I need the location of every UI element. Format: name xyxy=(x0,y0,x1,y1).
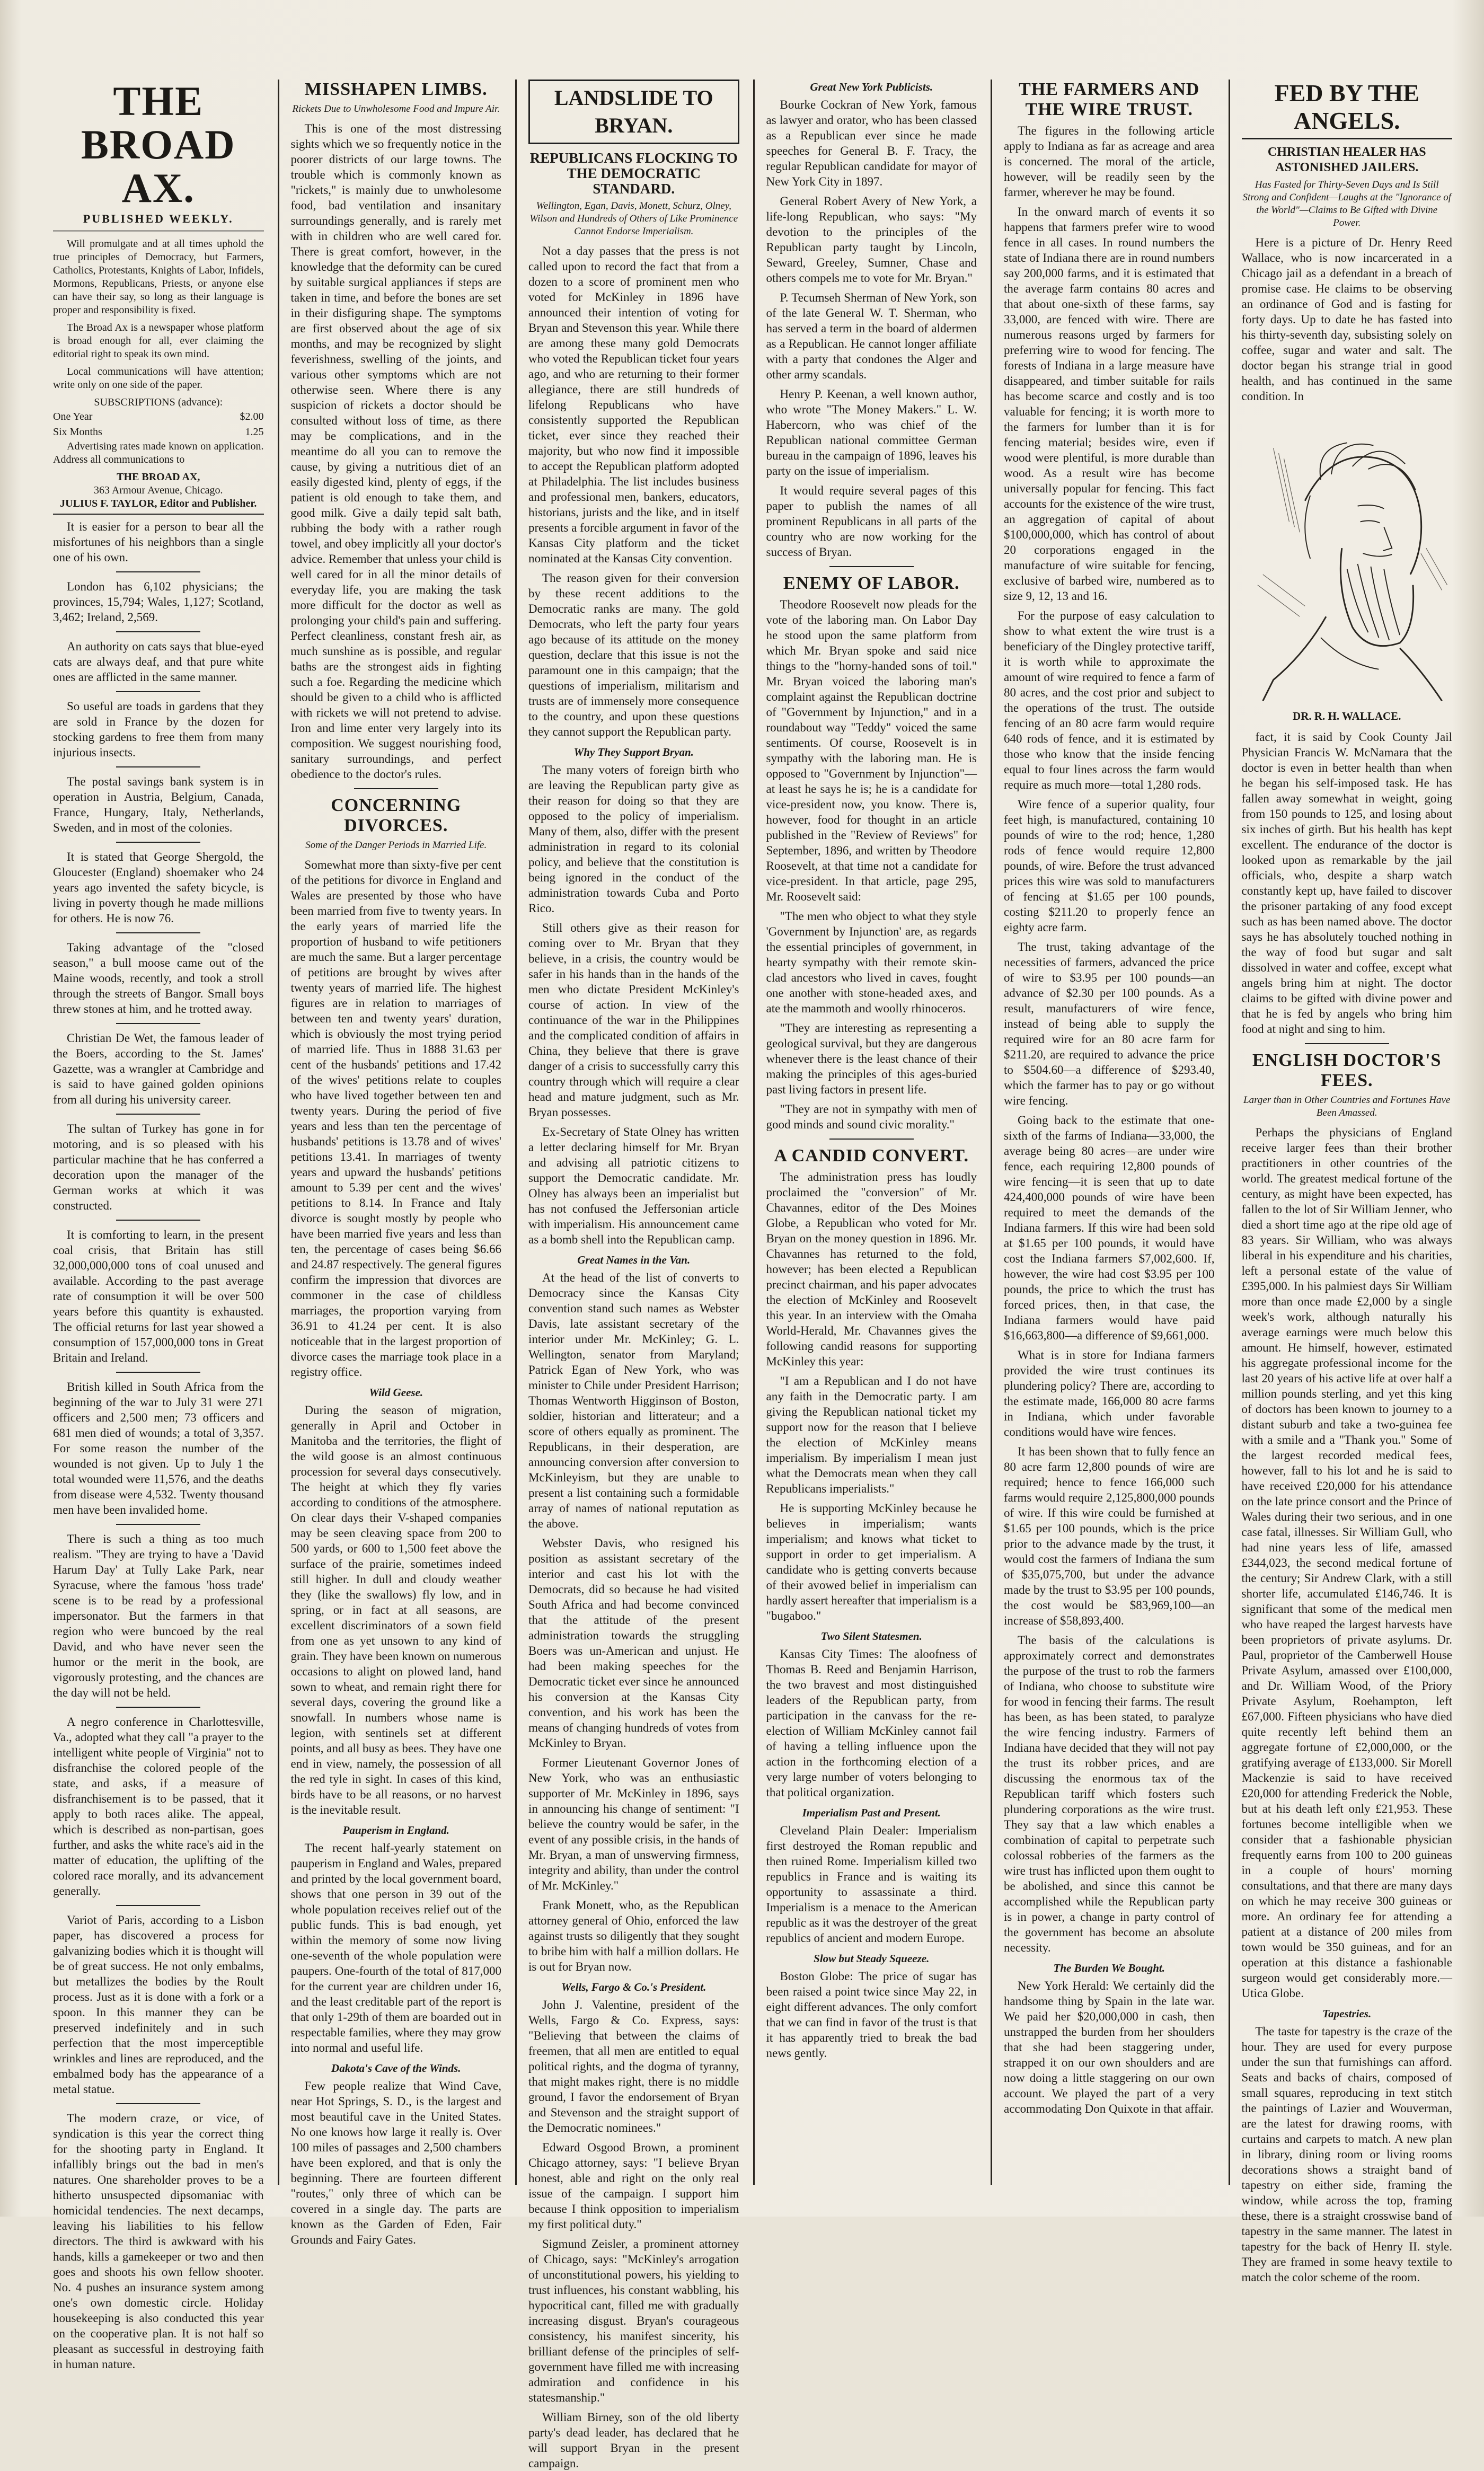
paragraph: Still others give as their reason for coming over to Mr. Bryan that they believe, in a crisis, the country would be safer in his hands than in the hands of the men who dictate President McKinley's course of action. In view of the continuance of the war in the Philippines and the complicated condition of affairs in China, they believe that there is grave danger of a crisis to successfully carry this country through which will require a clear head and mature judgment, such as Mr. Bryan possesses. xyxy=(528,921,739,1119)
paragraph: Ex-Secretary of State Olney has written a letter declaring himself for Mr. Bryan and advising all patriotic citizens to support the Democratic candidate. Mr. Olney has always been an imperialist but has not confused the Jeffersonian article with imperialism. His announcement came as a bomb shell into the Republican camp. xyxy=(528,1125,739,1246)
paragraph: Going back to the estimate that one-sixth of the farms of Indiana—33,000, the average being 80 acres—are under wire fence, each requiring 12,800 pounds of wire fencing—it is seen that up to date 424,400,000 pounds of wire have been required to meet the demands of the Indiana farmers. If this wire had been sold at $1.65 per 100 pounds, it would have cost the Indiana farmers $7,002,600. If, however, the wire had cost $3.95 per 100 pounds, the price to which the trust has forced prices, then, in that case, the Indiana farmers would have paid $16,663,800—a difference of $9,661,000. xyxy=(1004,1114,1215,1342)
subhead-tapestries: Tapestries. xyxy=(1322,2007,1372,2020)
column-5 xyxy=(991,80,1215,2185)
paragraph: The figures in the following article apply to Indiana as far as acreage and area is concerned. The moral of the article, however, will be readily seen by the farmer, wherever he may be found. xyxy=(1004,124,1215,199)
paragraph: The taste for tapestry is the craze of the hour. They are used for every purpose under the sun that furnishings can afford. Seats and backs of chairs, composed of small squares, reproducing in text stitch the paintings of Lazier and Wouverman, are the latest for drawing rooms, with curtains and carpets to match. A new plan in library, dining room or living rooms decorations shows a straight band of tapestry on either side, framing the window, while across the top, framing these, there is a straight crosswise band of tapestry in the same manner. The latest in tapestry for the back of Henry II. style. They are framed in some heavy textile to match the color scheme of the room. xyxy=(1241,2025,1452,2284)
item: There is such a thing as too much realism. "They are trying to have a 'David Harum Day' at Tully Lake Park, near Syracuse, where the famous 'hoss trade' scene is to be read by a professional impersonator. But the farmers in that region who were buncoed by the real David, and who have never seen the humor or the merit in the book, are vigorously protesting, and the chances are the day will not be held. xyxy=(53,1532,264,1699)
paragraph: For the purpose of easy calculation to show to what extent the wire trust is a beneficiary of the Dingley protective tariff, it is worth while to approximate the amount of wire required to fence a farm of 80 acres, and the cost prior and subject to the operations of the trust. The outside fencing of an 80 acre farm would require 640 rods of fence, and it is estimated by those who know that the inside fencing equal to four lines across the farm would require as much more—total 1,280 rods. xyxy=(1004,609,1215,791)
column-4 xyxy=(753,80,977,2185)
headline-divorces: CONCERNING DIVORCES. xyxy=(331,796,462,835)
price-row-year xyxy=(53,409,264,425)
deck: Some of the Danger Periods in Married Life. xyxy=(305,840,487,851)
item: Taking advantage of the "closed season," a bull moose came out of the Maine woods, recently, and took a stroll through the streets of Bangor. Small boys threw stones at him, and he trotted away. xyxy=(53,941,264,1016)
paragraph: This is one of the most distressing sights which we so frequently notice in the poorer districts of our large towns. The trouble which is commonly known as "rickets," is mainly due to unwholesome food, bad ventilation and insanitary surroundings generally, and is rarely met with in children who are well cared for. There is great comfort, however, in the knowledge that the deformity can be cured by suitable surgical appliances if steps are taken in time, and before the bones are set in their disfiguring shape. The symptoms are first observed about the age of six months, and may be recognized by slight feverishness, swelling of the joints, and various other symptoms which are not otherwise seen. Where there is any suspicion of rickets a doctor should be consulted without loss of time, as there may be complications, and in the meantime do all you can to remove the cause, by giving a nutritious diet of an easily digested kind, plenty of eggs, if the patient is old enough to take them, and good milk. Give a daily tepid salt bath, rubbing the body with a rather rough towel, and obey implicitly all your doctor's advice. Remember that unless your child is well cared for in all the minor details of everyday life, you are making the task more difficult for the doctor as well as prolonging your child's pain and suffering. Perfect cleanliness, constant fresh air, as much sunshine as is possible, and regular baths are the strongest aids in fighting such a foe. Regarding the medicine which should be given to a child who is afflicted with rickets we will not pretend to advise. Iron and lime enter very largely into its composition. We suggest nourishing food, sanitary surroundings, and perfect obedience to the doctor's rules. xyxy=(290,122,501,781)
subhead: Imperialism Past and Present. xyxy=(802,1806,941,1819)
paragraph: Perhaps the physicians of England receive larger fees than their brother practitioners in other countries of the world. The greatest medical fortune of the century, as might have been expected, has fallen to the lot of Sir William Jenner, who died a short time ago at the ripe old age of 83 years. Sir William, who was always liberal in his expenditure and his charities, left a personal estate of the value of £395,000. In his palmiest days Sir William more than once made £2,000 by a single week's work, although naturally his average earnings were much below this amount. He himself, however, estimated his aggregate professional income for the last 20 years of his active life at over half a million pounds sterling, and yet this king of doctors has been known to journey to a distant suburb and take a two-guinea fee with a smile and a "Thank you." Some of the largest recorded medical fees, however, fall to his lot and he is said to have received £20,000 for his attendance on the late prince consort and the Prince of Wales during their two serious, and in one case fatal, illnesses. Sir William Gull, who had nine years less of life, amassed £344,023, the second medical fortune of the century; Sir Andrew Clark, with a still shorter life, accumulated £146,746. It is significant that some of the medical men who have reaped the largest harvests have been proprietors of private asylums. Dr. Paul, proprietor of the Camberwell House Private Asylum, amassed over £100,000, and Dr. William Wood, of the Priory Private Asylum, Roehampton, left £67,000. Fifteen physicians who have died quite recently left behind them an aggregate fortune of £2,000,000, or the gratifying average of £133,000. Sir Morell Mackenzie is said to have received £20,000 for attending Frederick the Noble, but at his death left only £21,953. These fortunes become intelligible when we consider that a fashionable physician frequently earns from 100 to 200 guineas in a couple of hours' morning consultations, and that there are many days on which he may receive 300 guineas or more. An ordinary fee for attending a patient at a distance of 200 miles from town would be 350 guineas, and for an operation at this distance a fashionable surgeon would get considerably more.—Utica Globe. xyxy=(1241,1126,1452,2000)
paragraph: Boston Globe: The price of sugar has been raised a point twice since May 22, in eight different advances. The only comfort that we can find in favor of the trust is that it has apparently tried to break the bad news gently. xyxy=(766,1970,977,2060)
banner-landslide: LANDSLIDE TO BRYAN. xyxy=(554,86,713,137)
paragraph: William Birney, son of the old liberty party's dead leader, has declared that he will support Bryan in the present campaign. xyxy=(528,2411,739,2470)
paragraph: It has been shown that to fully fence an 80 acre farm 12,800 pounds of wire are required; hence to fence 166,000 such farms would require 2,125,800,000 pounds of wire. If this wire could be furnished at $1.65 per 100 pounds, which is the price prior to the advance made by the trust, it would cost the farmers of Indiana the sum of $35,075,700, but under the advance made by the trust to $3.95 per 100 pounds, the cost would be $83,969,100—an increase of $58,893,400. xyxy=(1004,1445,1215,1627)
paragraph: Former Lieutenant Governor Jones of New York, who was an enthusiastic supporter of Mr. McKinley in 1896, says in announcing his change of sentiment: "I believe the country would be safer, in the event of any possible crisis, in the hands of Mr. Bryan, a man of unswerving firmness, integrity and ability, than under the control of Mr. McKinley." xyxy=(528,1756,739,1892)
one-year-label: One Year xyxy=(53,411,93,422)
paragraph: Webster Davis, who resigned his position as assistant secretary of the interior and cast his lot with the Democrats, did so because he had visited South Africa and had become convinced that the attitude of the present administration towards the struggling Boers was un-American and unjust. He had been making speeches for the Democratic ticket ever since he announced his conversion at the Kansas City convention, and his work has been the means of changing hundreds of votes from McKinley to Bryan. xyxy=(528,1537,739,1750)
paragraph: The administration press has loudly proclaimed the "conversion" of Mr. Chavannes, editor of the Des Moines Globe, a Republican who voted for Mr. Bryan on the money question in 1896. Mr. Chavannes has returned to the fold, however; has been elected a Republican precinct chairman, and his paper advocates the election of McKinley and Roosevelt this year. In an interview with the Omaha World-Herald, Mr. Chavannes gives the following candid reasons for supporting McKinley this year: xyxy=(766,1170,977,1368)
paragraph: Theodore Roosevelt now pleads for the vote of the laboring man. On Labor Day he stood upon the same platform from which Mr. Bryan spoke and said nice things to the "horny-handed sons of toil." Mr. Bryan voiced the laboring man's complaint against the Republican doctrine of "Government by Injunction," and in a roundabout way "Teddy" voiced the same sentiments. Of course, Roosevelt is in sympathy with the laboring man. He is opposed to "Government by Injunction"—at least he says he is; he is a candidate for vice-president now, you know. There is, however, food for thought in an article published in the "Review of Reviews" for September, 1896, and written by Theodore Roosevelt, at that time not a candidate for vice-president. In that article, page 295, Mr. Roosevelt said: xyxy=(766,598,977,903)
paragraph: Here is a picture of Dr. Henry Reed Wallace, who is now incarcerated in a Chicago jail as a defendant in a breach of promise case. He claims to be observing an ordinance of God and is fasting for forty days. Up to date he has fasted into his thirty-seventh day, subsisting solely on coffee, sugar and water and salt. The doctor began his strange trial in good health, and has continued in the same condition. In xyxy=(1241,236,1452,403)
paragraph: "The men who object to what they style 'Government by Injunction' are, as regards the essential principles of government, in hearty sympathy with their remote skin-clad ancestors who lived in caves, fought one another with stone-headed axes, and ate the mammoth and woolly rhinoceros. xyxy=(766,910,977,1015)
intro-2: The Broad Ax is a newspaper whose platform is broad enough for all, ever claiming the editorial right to speak its own mind. xyxy=(53,322,264,360)
subhead-pauperism: Pauperism in England. xyxy=(342,1824,449,1837)
headline-fed-by-angels: FED BY THE ANGELS. xyxy=(1242,80,1453,139)
subhead: Wells, Fargo & Co.'s President. xyxy=(561,1981,706,1993)
paragraph: Somewhat more than sixty-five per cent of the petitions for divorce in England and Wales are presented by those who have been married from five to twenty years. In the early years of married life the proportion of husband to wife petitioners are much the same. But a larger percentage of petitions are brought by wives after twenty years of married life. The highest figures are in relation to marriages of between ten and twenty years' duration, which is obviously the most trying period of married life. Thus in 1888 31.63 per cent of the husbands' petitions and 17.42 of the wives' petitions relate to couples who have lived together between ten and twenty years. During the period of five years and less than ten the percentage of husbands' petitions is 13.78 and of wives' petitions 13.41. In marriages of twenty years and upward the husbands' petitions amount to 5.39 per cent and the wives' petitions to 8.14. In France and Italy divorce is sought mostly by people who have been married five years and less than ten, the percentage of cases being $6.66 and 24.87 respectively. The general figures confirm the impression that divorces are commoner in the case of childless marriages, the proportion varying from 36.91 to 41.24 per cent. It is also noticeable that in the largest proportion of divorce cases the marriage took place in a registry office. xyxy=(290,858,501,1379)
paragraph: Cleveland Plain Dealer: Imperialism first destroyed the Roman republic and then ruined Rome. Imperialism killed two republics in France and is waiting its opportunity to assassinate a third. Imperialism is a menace to the American republic as it was the destroyer of the great republics of ancient and modern Europe. xyxy=(766,1824,977,1945)
intro: Will promulgate and at all times uphold the true principles of Democracy, but Farmers, Catholics, Protestants, Knights of Labor, Infidels, Mormons, Republicans, Priests, or anyone else can have their say, so long as their language is proper and responsibility is fixed. xyxy=(53,238,264,316)
deck: Rickets Due to Unwholesome Food and Impure Air. xyxy=(292,103,500,114)
portrait-caption: DR. R. H. WALLACE. xyxy=(1293,710,1401,722)
paragraph: John J. Valentine, president of the Wells, Fargo & Co. Express, says: "Believing that between the claims of freemen, that all men are entitled to equal political rights, and the dogma of tyranny, that might makes right, there is no middle ground, I favor the endorsement of Bryan and Stevenson and the straight support of the Democratic nominees." xyxy=(528,1998,739,2134)
six-months-label: Six Months xyxy=(53,426,102,438)
paragraph: The trust, taking advantage of the necessities of farmers, advanced the price of wire to $3.95 per 100 pounds—an advance of $2.30 per 100 pounds. As a result, manufacturers of wire fence, instead of being able to supply the required wire for an 80 acre farm for $211.20, are required to advance the price to $504.60—a difference of $293.40, which the farmer has to pay or go without wire fencing. xyxy=(1004,940,1215,1107)
column-2 xyxy=(278,80,502,2246)
headline-republicans: REPUBLICANS FLOCKING TO THE DEMOCRATIC STANDARD. xyxy=(529,150,738,197)
item: So useful are toads in gardens that they are sold in France by the dozen for stocking gardens to free them from many injurious insects. xyxy=(53,700,264,759)
paragraph: Kansas City Times: The aloofness of Thomas B. Reed and Benjamin Harrison, the two bravest and most distinguished leaders of the Republican party, from participation in the canvass for the re-election of William McKinley cannot fail of having a telling influence upon the action in the forthcoming election of a very large number of voters belonging to that political organization. xyxy=(766,1647,977,1799)
paragraph: The recent half-yearly statement on pauperism in England and Wales, prepared and printed by the local government board, shows that one person in 39 out of the whole population receives relief out of the public funds. This is bad enough, yet within the memory of some now living one-seventh of the whole population were paupers. One-fourth of the total of 817,000 for the current year are children under 16, and the least creditable part of the report is that only 1-29th of them are boarded out in respectable families, where they may grow into normal and useful life. xyxy=(290,1841,501,2054)
address-name: THE BROAD AX, xyxy=(117,471,200,483)
paragraph: Edward Osgood Brown, a prominent Chicago attorney, says: "I believe Bryan honest, able and right on the only real issue of the campaign. I support him because I think opposition to imperialism my first political duty." xyxy=(528,2141,739,2231)
paragraph: At the head of the list of converts to Democracy since the Kansas City convention stand such names as Webster Davis, late assistant secretary of the interior under Mr. McKinley; G. L. Wellington, senator from Maryland; Patrick Egan of New York, who was minister to Chile under President Harrison; Thomas Wentworth Higginson of Boston, soldier, historian and litterateur; and a score of others equally as prominent. The Republicans, in their desperation, are announcing conversion after conversion to McKinleyism, but they are unable to present a list containing such a formidable array of names of national reputation as the above. xyxy=(528,1271,739,1530)
subscriptions-head: SUBSCRIPTIONS (advance): xyxy=(94,396,223,408)
column-6 xyxy=(1229,80,1453,2284)
paragraph: New York Herald: We certainly did the handsome thing by Spain in the late war. We paid her $20,000,000 in cash, then unstrapped the burden from her shoulders that she had been staggering under, strapped it on our own shoulders and are now doing a little staggering on our own account. We played the part of a very accommodating Don Quixote in that affair. xyxy=(1004,1979,1215,2115)
ad-rates: Advertising rates made known on application. Address all communications to xyxy=(53,440,264,465)
item: The modern craze, or vice, of syndication is this year the correct thing for the shooting party in England. It infallibly brings out the bad in men's natures. One shareholder proves to be a hitherto unsuspected dipsomaniac with homicidal tendencies. The next decamps, leaving his liabilities to his fellow directors. The third is awkward with his hands, kills a gamekeeper or two and then goes and shoots his own fellow shooter. No. 4 pushes an insurance system among one's own domestic circle. Holiday housekeeping is also conducted this year on the cooperative plan. It is not half so pleasant as successful in destroying faith in human nature. xyxy=(53,2112,264,2371)
item: It is stated that George Shergold, the Gloucester (England) shoemaker who 24 years ago invented the safety bicycle, is living in poverty though he made millions for others. He is now 76. xyxy=(53,850,264,925)
headline-candid-convert: A CANDID CONVERT. xyxy=(774,1146,969,1166)
column-1 xyxy=(53,78,264,2371)
paragraph: Frank Monett, who, as the Republican attorney general of Ohio, enforced the law against trusts so diligently that they sought to bribe him with half a million dollars. He is out for Bryan now. xyxy=(528,1899,739,1973)
deck: Wellington, Egan, Davis, Monett, Schurz, Olney, Wilson and Hundreds of Others of Like Prominence Cannot Endorse Imperialism. xyxy=(529,200,738,237)
item: A negro conference in Charlottesville, Va., adopted what they call "a prayer to the intelligent white people of Virginia" not to disfranchise the colored people of the state, and asks, if a measure of disfranchisement is to be passed, that it apply to both races alike. The appeal, which is described as non-partisan, goes further, and asks the white race's aid in the matter of education, the uplifting of the colored race morally, and its advancement generally. xyxy=(53,1715,264,1898)
item: Variot of Paris, according to a Lisbon paper, has discovered a process for galvanizing bodies which it is thought will be of great success. He not only embalms, but metallizes the bodies by the Roult process. Just as it is done with a fork or a spoon. In this manner they can be preserved indefinitely and in such perfection that the most imperceptible wrinkles and lines are reproduced, and the embalmed body has the appearance of a metal statue. xyxy=(53,1913,264,2096)
paragraph: General Robert Avery of New York, a life-long Republican, who says: "My devotion to the principles of the Republican party taught by Lincoln, Seward, Greeley, Sumner, Chase and others compels me to vote for Mr. Bryan." xyxy=(766,195,977,285)
columns xyxy=(53,78,1452,2470)
paragraph: Sigmund Zeisler, a prominent attorney of Chicago, says: "McKinley's arrogation of unconstitutional powers, his yielding to trust influences, his constant wabbling, his hypocritical cant, filled me with gradually increasing disgust. Bryan's courageous consistency, his manifest sincerity, his brilliant defense of the principles of self-government have filled me with increasing admiration and confidence in his statesmanship." xyxy=(528,2237,739,2404)
paragraph: Wire fence of a superior quality, four feet high, is manufactured, containing 10 pounds of wire to the rod; hence, 1,280 rods of fence would require 12,800 pounds, of wire. Before the trust advanced prices this wire was sold to manufacturers of fencing at $1.65 per 100 pounds, costing $211.20 to properly fence an eighty acre farm. xyxy=(1004,798,1215,934)
published-weekly: PUBLISHED WEEKLY. xyxy=(53,211,264,232)
item: The postal savings bank system is in operation in Austria, Belgium, Canada, France, Hungary, Italy, Netherlands, Sweden, and in most of the colonies. xyxy=(53,775,264,834)
paragraph: He is supporting McKinley because he believes in imperialism; wants imperialism; and knows what ticket to support in order to get imperialism. A candidate who is getting converts because of their avowed belief in imperialism can hardly assert hereafter that imperialism is a "bugaboo." xyxy=(766,1502,977,1622)
paragraph: In the onward march of events it so happens that farmers prefer wire to wood fence in all cases. In round numbers the state of Indiana there are in round numbers say 200,000 farms, and it is estimated that the average farm contains 80 acres and that about one-sixth of these farms, say 33,000, are fenced with wire. There are numerous reasons urged by farmers for preferring wire to wood for fencing. The forests of Indiana in a large measure have disappeared, and timber suitable for rails has become scarce and costly and is too valuable for fencing; it is worth more to the farmers for lumber than it is for fencing material; besides wire, even if wood were plentiful, is more durable than wood. As a result wire has become universally popular for fencing. This fact accounts for the existence of the wire trust, an aggregation of capital of about $100,000,000, which has control of about 20 corporations engaged in the manufacture of wire suitable for fencing, exclusive of barbed wire, numbered as to size 9, 12, 13 and 16. xyxy=(1004,205,1215,603)
paragraph: fact, it is said by Cook County Jail Physician Francis W. McNamara that the doctor is even in better health than when he began his self-imposed task. He has fallen away somewhat in weight, going from 150 pounds to 125, and losing about six inches of girth. But his health has kept excellent. The endurance of the doctor is looked upon as remarkable by the jail officials, who, despite a sharp watch constantly kept up, have failed to discover the prisoner partaking of any food except such as has been named above. The doctor says he has absolutely touched nothing in the way of food but sugar and salt dissolved in water and coffee, except what angels bring him at night. The doctor claims to be gifted with divine power and that he is fed by angels who bring him food at night and sing to him. xyxy=(1241,730,1452,1036)
subhead: Slow but Steady Squeeze. xyxy=(814,1952,930,1965)
six-months-price: 1.25 xyxy=(245,426,264,438)
subhead: Two Silent Statesmen. xyxy=(820,1630,922,1643)
one-year-price: $2.00 xyxy=(240,411,264,422)
paragraph: The basis of the calculations is approximately correct and demonstrates the purpose of the trust to rob the farmers of Indiana, who choose to substitute wire for wood in fencing their farms. The result has been, as has been stated, to paralyze the wire fencing industry. Farmers of Indiana have decided that they will not pay the trust its robber prices, and are discussing the enormous tax of the Republican tariff which fosters such plundering corporations as the wire trust. They say that a law which enables a combination of capital to perpetrate such colossal robberies of the farmers as the wire trust has inflicted upon them ought to be abolished, and since this cannot be accomplished while the Republican party is in power, a change in party control of the government has become an absolute necessity. xyxy=(1004,1634,1215,1954)
paragraph: During the season of migration, generally in April and October in Manitoba and the territories, the flight of the wild goose is an almost continuous procession for several days consecutively. The height at which they fly varies according to conditions of the atmosphere. On clear days their V-shaped companies may be seen cleaving space from 200 to 500 yards, or 600 to 1,500 feet above the surface of the prairie, sometimes indeed still higher. In dull and cloudy weather they (like the swallows) fly low, and in spring, or in fact at all seasons, are excellent discriminators of a sown field from one as yet unsown to any kind of grain. They have been known on numerous occasions to alight on plowed land, hand sown to wheat, and remain right there for several days, covering the ground like a snowfall. In numbers whose name is legion, with sentinels set at different points, and all busy as bees. They have one end in view, namely, the possession of all the red tyle in sight. In cases of this kind, birds have to be all reasons, or no harvest is the inevitable result. xyxy=(290,1404,502,1816)
item: London has 6,102 physicians; the provinces, 15,794; Wales, 1,127; Scotland, 3,462; Ireland, 2,569. xyxy=(53,580,264,624)
paragraph: The reason given for their conversion by these recent additions to the Democratic ranks are many. The gold Democrats, who left the party four years ago because of its attitude on the money question, declare that this issue is not the paramount one in this campaign; that the questions of imperialism, militarism and trusts are of immensely more consequence to the country, and upon these questions they cannot support the Republican party. xyxy=(528,571,739,738)
subhead-cave-of-winds: Dakota's Cave of the Winds. xyxy=(331,2062,461,2075)
paragraph: "They are interesting as representing a geological survival, but they are dangerous whenever there is the least chance of their making the principles of this ages-buried past living factors in present life. xyxy=(766,1021,977,1096)
subhead-wild-geese: Wild Geese. xyxy=(369,1386,423,1399)
headline-enemy-of-labor: ENEMY OF LABOR. xyxy=(783,573,960,593)
paragraph: The many voters of foreign birth who are leaving the Republican party give as their reason for doing so that they are opposed to the policy of imperialism. Many of them, also, differ with the present administration in regard to its colonial policy, and believe that the constitution is being ignored in the conduct of the administration towards Cuba and Porto Rico. xyxy=(528,763,739,915)
headline-misshapen-limbs: MISSHAPEN LIMBS. xyxy=(304,80,488,99)
item: Christian De Wet, the famous leader of the Boers, according to the St. James' Gazette, was a wrangler at Cambridge and is said to have gained golden opinions from all during his university career. xyxy=(53,1031,264,1106)
price-row-six xyxy=(53,425,264,440)
item: It is easier for a person to bear all the misfortunes of his neighbors than a single one of his own. xyxy=(53,520,264,564)
paragraph: "I am a Republican and I do not have any faith in the Democratic party. I am giving the Republican national ticket my support now for the reason that I believe the election of McKinley means imperialism. By imperialism I mean just what the Democrats mean when they call Republicans imperialists." xyxy=(766,1374,977,1495)
item: An authority on cats says that blue-eyed cats are always deaf, and that pure white ones are afflicted in the same manner. xyxy=(53,640,264,684)
column-3 xyxy=(515,80,739,2470)
paragraph: Bourke Cockran of New York, famous as lawyer and orator, who has been classed as a Republican ever since he made speeches for General B. F. Tracy, the regular Republican candidate for mayor of New York City in 1897. xyxy=(766,98,977,188)
paragraph: "They are not in sympathy with men of good minds and sound civic morality." xyxy=(766,1102,977,1131)
intro-3: Local communications will have attention; write only on one side of the paper. xyxy=(53,366,264,391)
deck: Has Fasted for Thirty-Seven Days and Is Still Strong and Confident—Laughs at the "Ignorance of the World"—Claims to Be Gifted with Divine Power. xyxy=(1242,179,1452,228)
deck: Larger than in Other Countries and Fortunes Have Been Amassed. xyxy=(1243,1095,1451,1118)
paragraph: Few people realize that Wind Cave, near Hot Springs, S. D., is the largest and most beautiful cave in the United States. No one knows how large it really is. Over 100 miles of passages and 2,500 chambers have been explored, and that is only the beginning. There are fourteen different "routes," only three of which can be covered in a single day. The parts are known as the Garden of Eden, Fair Grounds and Fairy Gates. xyxy=(290,2079,501,2246)
editor-line: JULIUS F. TAYLOR, Editor and Publisher. xyxy=(53,497,264,515)
headline-wire-trust: THE FARMERS AND THE WIRE TRUST. xyxy=(1019,80,1200,119)
paragraph: Henry P. Keenan, a well known author, who wrote "The Money Makers." L. W. Habercorn, who was chief of the Republican national committee German bureau in the campaign of 1896, leaves his party on the issue of imperialism. xyxy=(766,387,977,478)
paragraph: What is in store for Indiana farmers provided the wire trust continues its plundering policy? There are, according to the estimate made, 166,000 80 acre farms in Indiana, which under favorable conditions would have wire fences. xyxy=(1004,1348,1215,1439)
subhead: Great New York Publicists. xyxy=(810,81,933,93)
masthead: THE BROAD AX. xyxy=(81,78,236,211)
item: It is comforting to learn, in the present coal crisis, that Britain has still 32,000,000,000 tons of coal unused and available. According to the past average rate of consumption it will be over 500 years before this quantity is exhausted. The official returns for last year showed a consumption of 157,000,000 tons in Great Britain and Ireland. xyxy=(53,1228,264,1364)
subhead: Why They Support Bryan. xyxy=(573,746,694,758)
banner-box xyxy=(528,80,739,144)
paragraph: Not a day passes that the press is not called upon to record the fact that from a dozen to a score of prominent men who voted for McKinley in 1896 have announced their intention of voting for Bryan and Stevenson this year. While there are among these many gold Democrats who voted the Republican ticket four years ago, and who are returning to their former allegiance, there are still hundreds of lifelong Republicans who have consistently supported the Republican ticket, ever since they reached their majority, but who now find it impossible to accept the Republican platform adopted at Philadelphia. The list includes business and professional men, bankers, educators, historians, jurists and the like, and in itself presents a forcible argument in favor of the Kansas City platform and the ticket nominated at the Kansas City convention. xyxy=(528,244,739,565)
item: The sultan of Turkey has gone in for motoring, and is so pleased with his particular machine that he has conferred a decoration upon the manager of the German works at which it was constructed. xyxy=(53,1122,264,1212)
headline-doctors-fees: ENGLISH DOCTOR'S FEES. xyxy=(1252,1051,1442,1090)
subhead: Great Names in the Van. xyxy=(577,1254,691,1266)
subheadline: CHRISTIAN HEALER HAS ASTONISHED JAILERS. xyxy=(1267,145,1426,174)
address: 363 Armour Avenue, Chicago. xyxy=(94,484,223,496)
subhead: The Burden We Bought. xyxy=(1053,1962,1165,1974)
item: British killed in South Africa from the beginning of the war to July 31 were 271 officers and 2,500 men; 73 officers and 681 men died of wounds; a total of 3,357. For some reason the number of the wounded is not given. Up to July 1 the total wounded were 11,576, and the deaths from disease were 4,532. Twenty thousand men have been invalided home. xyxy=(53,1380,264,1516)
paragraph: P. Tecumseh Sherman of New York, son of the late General W. T. Sherman, who has served a term in the board of aldermen as a Republican. He cannot longer affiliate with a party that condones the Alger and other army scandals. xyxy=(766,291,977,381)
paragraph: It would require several pages of this paper to publish the names of all prominent Republicans in all parts of the country who are now working for the success of Bryan. xyxy=(766,484,977,559)
portrait-engraving xyxy=(1242,416,1453,702)
